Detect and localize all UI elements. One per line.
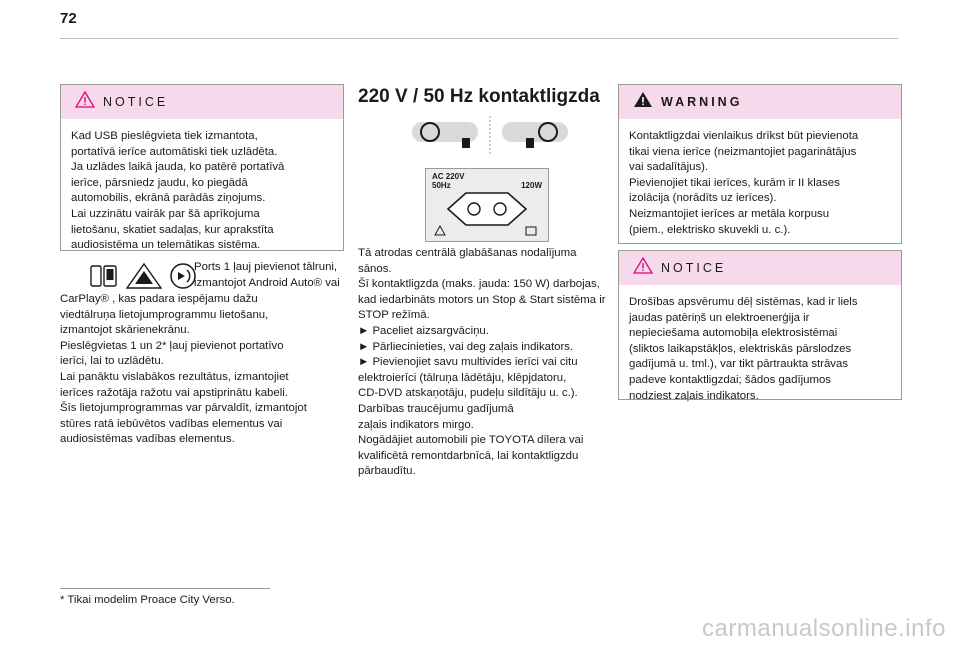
notice-title-right: NOTICE: [661, 261, 727, 275]
warning-title: WARNING: [661, 95, 743, 109]
ports-text-body: CarPlay® , kas padara iespējamu dažu viedtālruņa lietojumprogrammu lietošanu, izmantojot skārienekrānu. Pieslēgvietas 1 un 2* ļauj pievienot portatīvo ierīci, lai to uzlādētu. Lai panāktu vislabākos rezultātus, izmantojiet ierīces ražotāja ražotu vai apstiprinātu kabeli. Šīs lietojumprogrammas var pārvaldīt, izmantojot stūres ratā iebūvētos vadības elementus vai audiosistēmas vadības elementus.: [60, 293, 307, 446]
warning-header: [619, 85, 901, 119]
notice-warning-icon-right: [633, 257, 653, 279]
footnote-divider: [60, 588, 270, 589]
warning-box: [618, 84, 902, 244]
smartphone-icon: [88, 263, 120, 294]
warning-icon: [633, 91, 653, 113]
footnote: * Tikai modelim Proace City Verso.: [60, 594, 235, 606]
section-heading: 220 V / 50 Hz kontaktligzda: [358, 86, 600, 107]
socket-label-frequency: 50Hz: [432, 181, 451, 190]
ports-text-line1: Ports 1 ļauj pievienot tālruni,: [194, 261, 338, 273]
notice-warning-icon: [75, 91, 95, 113]
socket-label-voltage: AC 220V: [432, 172, 465, 181]
ports-text-line2: izmantojot Android Auto® vai: [194, 277, 340, 289]
header-divider: [60, 38, 898, 39]
notice-box-right: [618, 250, 902, 400]
notice-body-right: Drošības apsvērumu dēļ sistēmas, kad ir liels jaudas patēriņš un elektroenerģija ir nepieciešama automobiļa elektrosistēmai (sliktos laikapstākļos, elektriskās pārslodzes gadījumā u. tml.), var tikt pārtraukta strāvas padeve kontaktligzdai; šādos gadījumos nodziest zaļais indikators.: [629, 296, 858, 402]
vehicle-diagram: [400, 116, 580, 156]
page-number: 72: [60, 10, 77, 27]
socket-label-power: 120W: [521, 181, 542, 190]
notice-header-right: [619, 251, 901, 285]
notice-title: NOTICE: [103, 95, 169, 109]
notice-header: [61, 85, 343, 119]
socket-description: Tā atrodas centrālā glabāšanas nodalījuma sānos. Šī kontaktligzda (maks. jauda: 150 W) darbojas, kad iedarbināts motors un Stop & Start sistēma ir STOP režīmā. ► Paceliet aizsargvāciņu. ► Pārliecinieties, vai deg zaļais indikators. ► Pievienojiet savu multivides ierīci vai citu elektroierīci (tālruņa lādētāju, klēpjdatoru, CD-DVD atskaņotāju, pudeļu sildītāju u. c.). Darbības traucējumu gadījumā zaļais indikators mirgo. Nogādājiet automobili pie TOYOTA dīlera vai kvalificētā remontdarbnīcā, lai kontaktligzdu pārbaudītu.: [358, 247, 606, 478]
socket-illustration: [425, 168, 549, 242]
android-auto-icon: [124, 262, 164, 295]
warning-body: Kontaktligzdai vienlaikus drīkst būt pievienota tikai viena ierīce (neizmantojiet pagarinātājus vai sadalītājus). Pievienojiet tikai ierīces, kurām ir II klases izolācija (norādīts uz ierīces). Neizmantojiet ierīces ar metāla korpusu (piem., elektrisko skuvekli u. c.).: [629, 130, 859, 236]
notice-box-left: [60, 84, 344, 251]
ports-icon-row: [88, 262, 198, 295]
watermark: carmanualsonline.info: [702, 615, 946, 642]
notice-body: Kad USB pieslēgvieta tiek izmantota, portatīvā ierīce automātiski tiek uzlādēta. Ja uzlādes laikā jauda, ko patērē portatīvā ierīce, pārsniedz jaudu, ko piegādā automobilis, ekrānā parādās ziņojums. Lai uzzinātu vairāk par šā aprīkojuma lietošanu, skatiet sadaļas, kur aprakstīta audiosistēma un telemātikas sistēma.: [71, 130, 285, 252]
